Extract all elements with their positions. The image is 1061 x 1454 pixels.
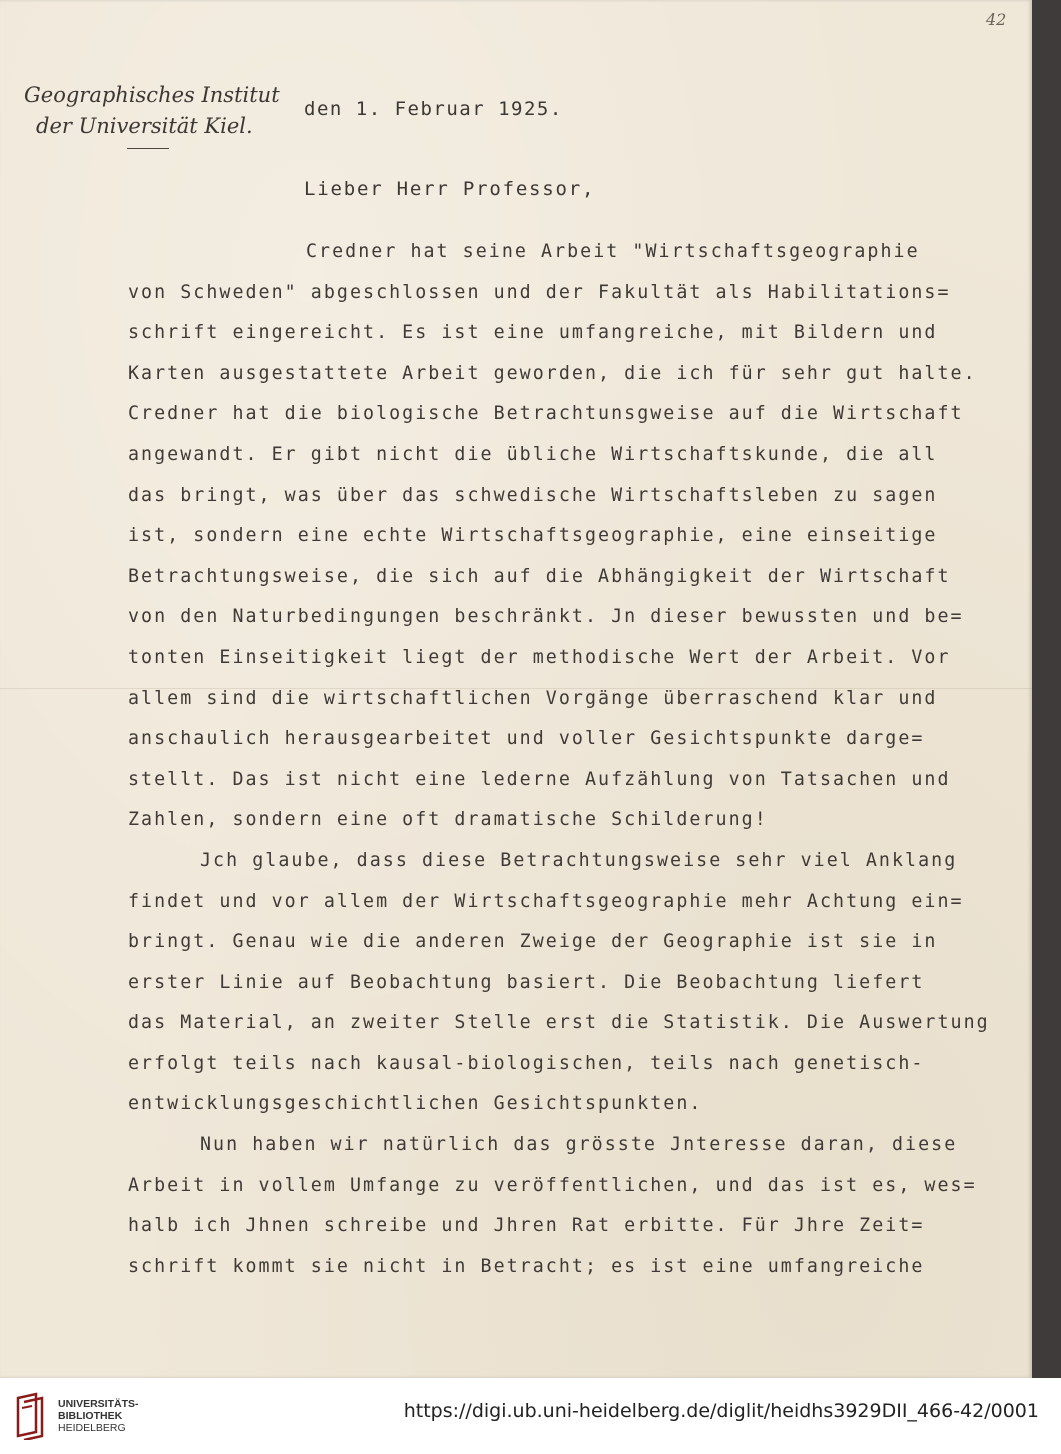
logo-line: UNIVERSITÄTS- [58, 1398, 139, 1410]
body-line: Betrachtungsweise, die sich auf die Abhängigkeit der Wirtschaft [128, 565, 951, 587]
letterhead-institute: Geographisches Institut [24, 83, 280, 107]
body-line: das bringt, was über das schwedische Wirtschaftsleben zu sagen [128, 484, 938, 506]
body-line: findet und vor allem der Wirtschaftsgeographie mehr Achtung ein= [128, 890, 964, 912]
library-logo-icon [14, 1392, 48, 1440]
body-line: von Schweden" abgeschlossen und der Fakultät als Habilitations= [128, 281, 951, 303]
permalink-url[interactable]: https://digi.ub.uni-heidelberg.de/diglit/heidhs3929DII_466-42/0001 [403, 1400, 1039, 1422]
library-logo-text [58, 1398, 139, 1434]
body-line: halb ich Jhnen schreibe und Jhren Rat erbitte. Für Jhre Zeit= [128, 1215, 925, 1237]
logo-line: BIBLIOTHEK [58, 1410, 123, 1422]
body-line: Jch glaube, dass diese Betrachtungsweise sehr viel Anklang [200, 849, 958, 871]
body-line: Credner hat seine Arbeit "Wirtschaftsgeographie [306, 241, 920, 262]
body-line: Karten ausgestattete Arbeit geworden, die ich für sehr gut halte. [128, 362, 977, 384]
body-line: angewandt. Er gibt nicht die übliche Wirtschaftskunde, die all [128, 443, 938, 465]
body-line: erfolgt teils nach kausal-biologischen, teils nach genetisch- [128, 1052, 925, 1074]
letterhead-rule [127, 148, 169, 149]
letter-body [128, 232, 1028, 1287]
salutation: Lieber Herr Professor, [304, 178, 596, 200]
body-line: anschaulich herausgearbeitet und voller Gesichtspunkte darge= [128, 728, 925, 750]
body-line: schrift eingereicht. Es ist eine umfangreiche, mit Bildern und [128, 322, 938, 344]
body-line: Arbeit in vollem Umfange zu veröffentlichen, und das ist es, wes= [128, 1174, 977, 1196]
viewer-footer [0, 1378, 1061, 1454]
body-line: Nun haben wir natürlich das grösste Jnteresse daran, diese [200, 1134, 958, 1156]
body-line: allem sind die wirtschaftlichen Vorgänge überraschend klar und [128, 687, 938, 709]
body-line: das Material, an zweiter Stelle erst die Statistik. Die Auswertung [128, 1012, 990, 1034]
body-line: bringt. Genau wie die anderen Zweige der Geographie ist sie in [128, 931, 938, 953]
page-number: 42 [986, 10, 1007, 29]
letterhead [24, 80, 280, 142]
body-line: Credner hat die biologische Betrachtunsgweise auf die Wirtschaft [128, 403, 964, 425]
body-line: erster Linie auf Beobachtung basiert. Die Beobachtung liefert [128, 971, 925, 993]
body-line: schrift kommt sie nicht in Betracht; es ist eine umfangreiche [128, 1255, 925, 1277]
letterhead-university: der Universität Kiel. [36, 114, 253, 138]
body-line: stellt. Das ist nicht eine lederne Aufzählung von Tatsachen und [128, 768, 951, 790]
body-line: ist, sondern eine echte Wirtschaftsgeographie, eine einseitige [128, 525, 938, 547]
logo-line: HEIDELBERG [58, 1422, 126, 1434]
body-line: tonten Einseitigkeit liegt der methodische Wert der Arbeit. Vor [128, 646, 951, 668]
body-line: entwicklungsgeschichtlichen Gesichtspunkten. [128, 1093, 703, 1115]
letter-date: den 1. Februar 1925. [304, 98, 563, 120]
body-line: von den Naturbedingungen beschränkt. Jn dieser bewussten und be= [128, 606, 964, 628]
body-line: Zahlen, sondern eine oft dramatische Schilderung! [128, 809, 768, 831]
